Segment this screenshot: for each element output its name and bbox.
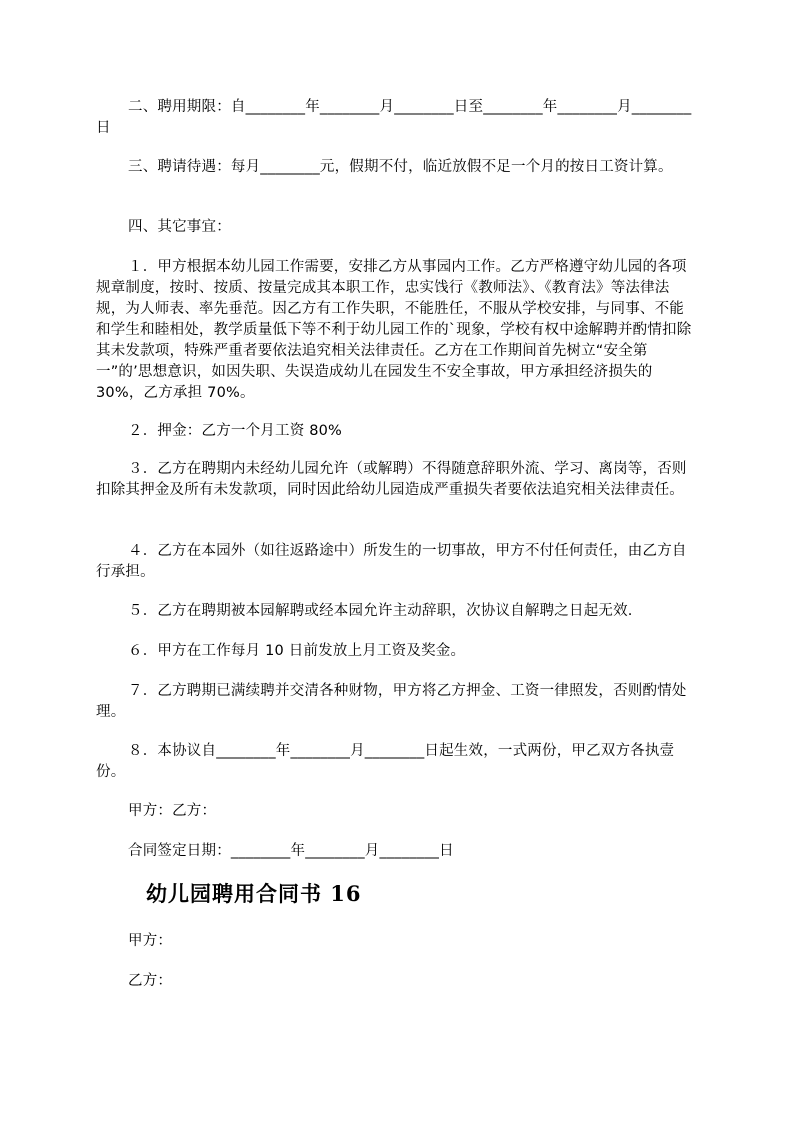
signing-date-line: 合同签定日期：________年________月________日 [128, 843, 454, 859]
party-a-line: 甲方： [128, 933, 173, 949]
clause-8-paragraph: ８．本协议自________年________月________日起生效，一式两份，甲乙双方各执壹份。 [96, 743, 675, 780]
clause-6-paragraph: ６．甲方在工作每月 10 日前发放上月工资及奖金。 [128, 643, 466, 659]
clause-4-paragraph: ４．乙方在本园外（如往返路途中）所发生的一切事故，甲方不付任何责任，由乙方自行承担。 [96, 543, 687, 580]
clause-1-paragraph: １．甲方根据本幼儿园工作需要，安排乙方从事园内工作。乙方严格遵守幼儿园的各项规章制度，按时、按质、按量完成其本职工作，忠实饯行《教师法》、《教育法》等法律法规，为人师表、率先垂范。因乙方有工作失职，不能胜任，不服从学校安排，与同事、不能和学生和睦相处，教学质量低下等不利于幼儿园工作的`现象，学校有权中途解聘并酌情扣除其未发款项，特殊严重者要依法追究相关法律责任。乙方在工作期间首先树立“安全第一”的’思想意识，如因失职、失误造成幼儿在园发生不安全事故，甲方承担经济损失的 30%，乙方承担 70%。 [96, 259, 692, 401]
employment-term-paragraph: 二、聘用期限：自________年________月________日至________年________月________日 [96, 99, 692, 136]
clause-2-paragraph: ２．押金：乙方一个月工资 80% [128, 423, 343, 439]
clause-3-paragraph: ３．乙方在聘期内未经幼儿园允许（或解聘）不得随意辞职外流、学习、离岗等，否则扣除其押金及所有未发款项，同时因此给幼儿园造成严重损失者要依法追究相关法律责任。 [96, 461, 687, 498]
party-b-line: 乙方： [128, 973, 173, 989]
clause-5-paragraph: ５．乙方在聘期被本园解聘或经本园允许主动辞职，次协议自解聘之日起无效. [128, 603, 633, 619]
contract-heading: 幼儿园聘用合同书 16 [146, 881, 362, 906]
other-matters-heading: 四、其它事宜： [128, 219, 231, 235]
salary-paragraph: 三、聘请待遇：每月________元，假期不付，临近放假不足一个月的按日工资计算。 [128, 159, 673, 175]
signature-parties-line: 甲方：乙方： [128, 803, 217, 819]
clause-7-paragraph: ７．乙方聘期已满续聘并交清各种财物，甲方将乙方押金、工资一律照发，否则酌情处理。 [96, 683, 687, 720]
